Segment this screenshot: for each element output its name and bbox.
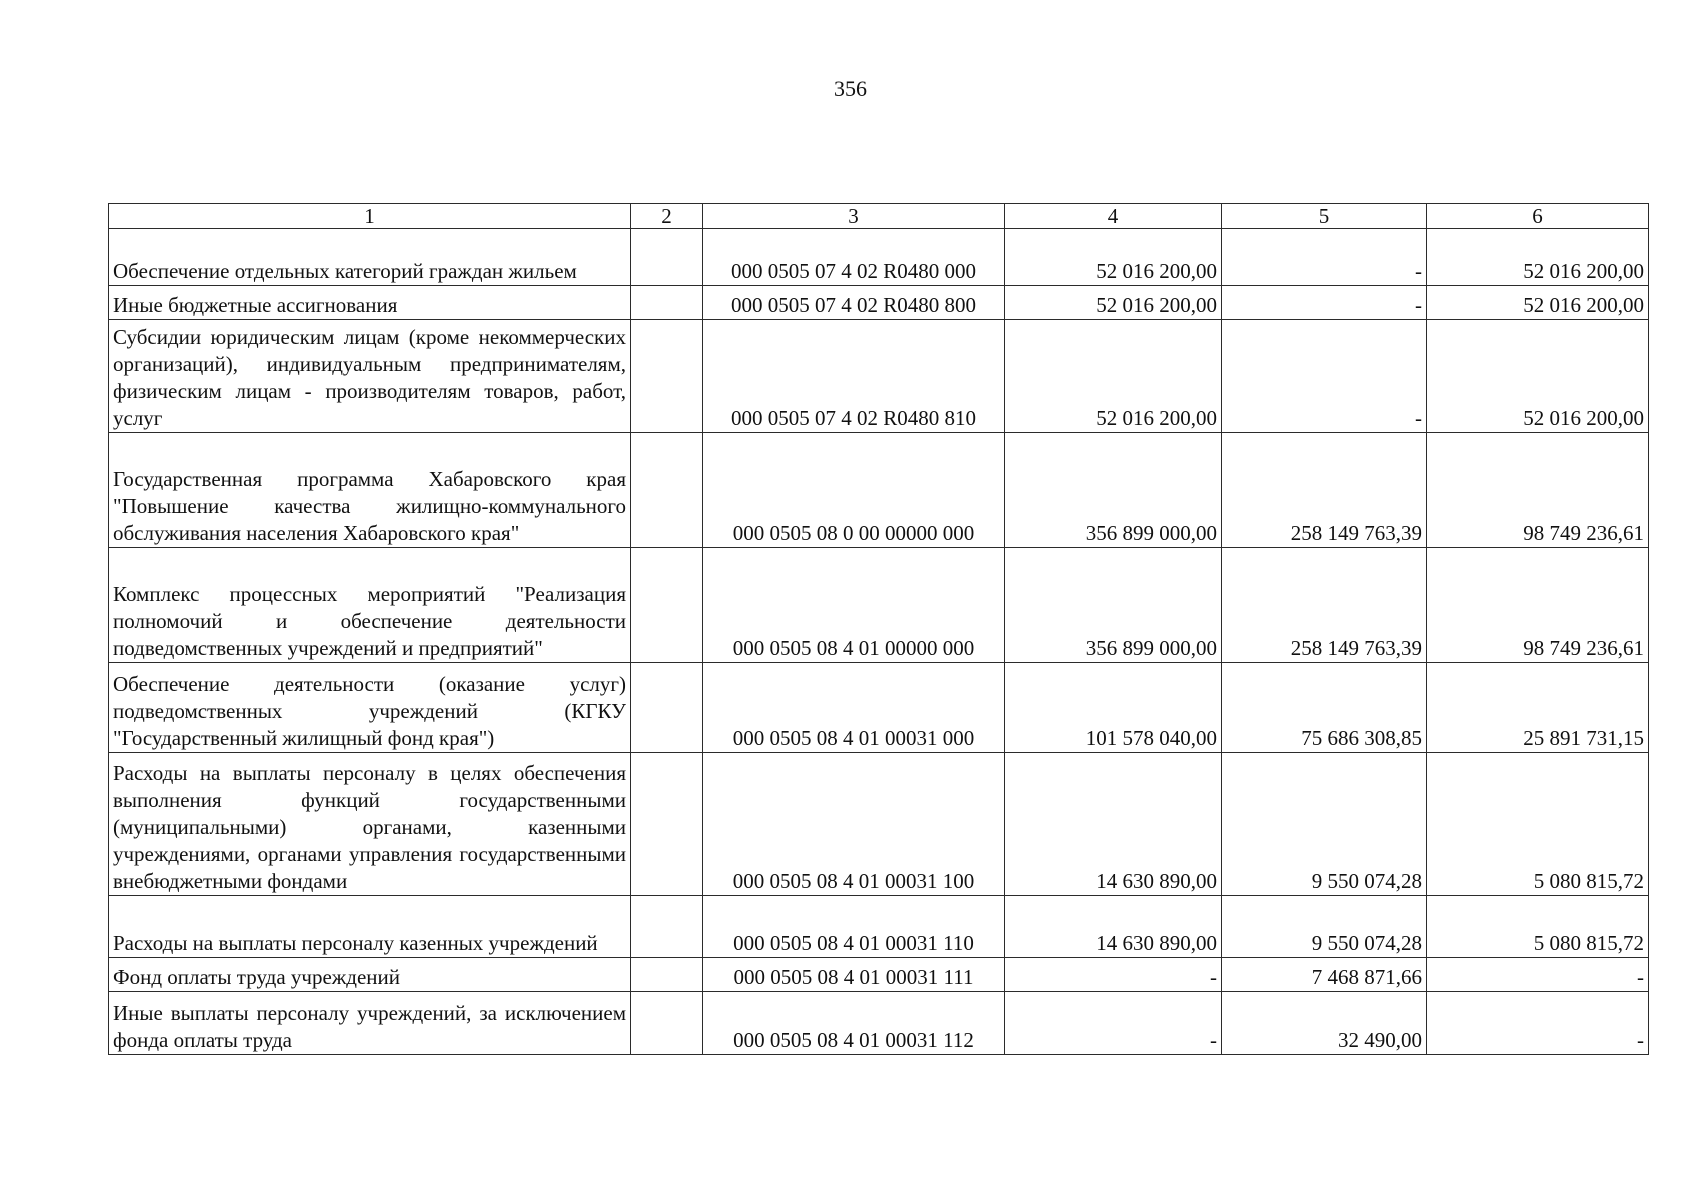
row-col4: 101 578 040,00: [1005, 663, 1222, 753]
row-col4: 356 899 000,00: [1005, 548, 1222, 663]
row-col6: 98 749 236,61: [1427, 433, 1649, 548]
row-col5: -: [1222, 286, 1427, 320]
row-col4: 52 016 200,00: [1005, 320, 1222, 433]
row-col6: 52 016 200,00: [1427, 229, 1649, 286]
row-col5: -: [1222, 229, 1427, 286]
table-body: [109, 229, 1649, 1055]
row-col5: 75 686 308,85: [1222, 663, 1427, 753]
row-col4: -: [1005, 992, 1222, 1055]
row-col2: [631, 229, 703, 286]
row-code: 000 0505 08 4 01 00031 111: [703, 958, 1005, 992]
row-col5: 9 550 074,28: [1222, 896, 1427, 958]
row-code: 000 0505 08 4 01 00031 100: [703, 753, 1005, 896]
row-code: 000 0505 08 4 01 00031 000: [703, 663, 1005, 753]
table-header: [109, 204, 1649, 229]
row-code: 000 0505 08 0 00 00000 000: [703, 433, 1005, 548]
table-row: [109, 229, 1649, 286]
column-header-5: 5: [1222, 204, 1427, 229]
column-header-6: 6: [1427, 204, 1649, 229]
table-row: [109, 753, 1649, 896]
table-row: [109, 992, 1649, 1055]
row-col2: [631, 896, 703, 958]
row-col5: 258 149 763,39: [1222, 433, 1427, 548]
row-col4: -: [1005, 958, 1222, 992]
row-col6: 25 891 731,15: [1427, 663, 1649, 753]
row-col2: [631, 320, 703, 433]
header-row: [109, 204, 1649, 229]
row-code: 000 0505 08 4 01 00000 000: [703, 548, 1005, 663]
row-code: 000 0505 08 4 01 00031 110: [703, 896, 1005, 958]
row-name: Расходы на выплаты персоналу в целях обеспечения выполнения функций государственными (муниципальными) органами, казенными учреждениями, органами управления государственными внебюджетными фондами: [109, 753, 631, 896]
table-row: [109, 320, 1649, 433]
budget-table: [108, 203, 1649, 1055]
column-header-2: 2: [631, 204, 703, 229]
row-name: Комплекс процессных мероприятий "Реализация полномочий и обеспечение деятельности подведомственных учреждений и предприятий": [109, 548, 631, 663]
table-row: [109, 433, 1649, 548]
row-col2: [631, 992, 703, 1055]
table-row: [109, 663, 1649, 753]
row-col6: 5 080 815,72: [1427, 896, 1649, 958]
row-col6: 98 749 236,61: [1427, 548, 1649, 663]
row-col2: [631, 958, 703, 992]
row-col6: -: [1427, 992, 1649, 1055]
row-col5: 258 149 763,39: [1222, 548, 1427, 663]
row-col2: [631, 286, 703, 320]
table-row: [109, 958, 1649, 992]
row-col6: 52 016 200,00: [1427, 320, 1649, 433]
row-col4: 356 899 000,00: [1005, 433, 1222, 548]
row-col5: -: [1222, 320, 1427, 433]
row-name: Фонд оплаты труда учреждений: [109, 958, 631, 992]
row-code: 000 0505 08 4 01 00031 112: [703, 992, 1005, 1055]
row-name: Обеспечение отдельных категорий граждан жильем: [109, 229, 631, 286]
row-col5: 32 490,00: [1222, 992, 1427, 1055]
table-row: [109, 896, 1649, 958]
table-row: [109, 548, 1649, 663]
row-name: Иные бюджетные ассигнования: [109, 286, 631, 320]
row-col5: 7 468 871,66: [1222, 958, 1427, 992]
row-col2: [631, 663, 703, 753]
row-name: Расходы на выплаты персоналу казенных учреждений: [109, 896, 631, 958]
row-col4: 14 630 890,00: [1005, 753, 1222, 896]
row-name: Иные выплаты персоналу учреждений, за исключением фонда оплаты труда: [109, 992, 631, 1055]
row-code: 000 0505 07 4 02 R0480 800: [703, 286, 1005, 320]
row-col6: -: [1427, 958, 1649, 992]
row-name: Субсидии юридическим лицам (кроме некоммерческих организаций), индивидуальным предпринимателям, физическим лицам - производителям товаров, работ, услуг: [109, 320, 631, 433]
table-row: [109, 286, 1649, 320]
row-code: 000 0505 07 4 02 R0480 810: [703, 320, 1005, 433]
column-header-1: 1: [109, 204, 631, 229]
row-col6: 5 080 815,72: [1427, 753, 1649, 896]
row-code: 000 0505 07 4 02 R0480 000: [703, 229, 1005, 286]
row-col2: [631, 433, 703, 548]
page-number: 356: [834, 76, 867, 101]
column-header-4: 4: [1005, 204, 1222, 229]
row-col6: 52 016 200,00: [1427, 286, 1649, 320]
row-col2: [631, 548, 703, 663]
column-header-3: 3: [703, 204, 1005, 229]
row-name: Государственная программа Хабаровского края "Повышение качества жилищно-коммунального обслуживания населения Хабаровского края": [109, 433, 631, 548]
row-col2: [631, 753, 703, 896]
row-col5: 9 550 074,28: [1222, 753, 1427, 896]
row-col4: 52 016 200,00: [1005, 286, 1222, 320]
row-name: Обеспечение деятельности (оказание услуг) подведомственных учреждений (КГКУ "Государственный жилищный фонд края"): [109, 663, 631, 753]
row-col4: 52 016 200,00: [1005, 229, 1222, 286]
row-col4: 14 630 890,00: [1005, 896, 1222, 958]
